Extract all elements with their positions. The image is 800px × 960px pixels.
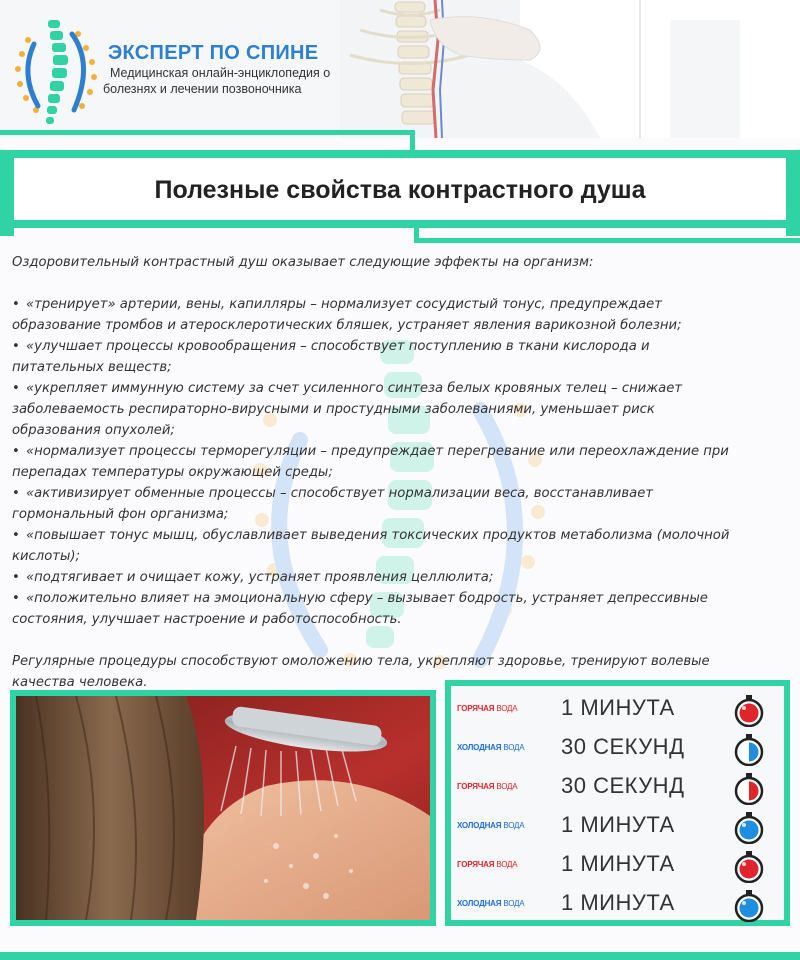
outro-line: качества человека. [12, 675, 148, 690]
frame-right-horizontal [414, 238, 800, 243]
benefit-text-line: «повышает тонус мышц, обуславливает выведения токсических продуктов метаболизма (молочной [26, 528, 730, 543]
frame-top-line [0, 130, 414, 135]
water-type-label [457, 860, 545, 869]
water-type-word: ГОРЯЧАЯ [457, 860, 495, 869]
shower-timer-panel [445, 680, 790, 926]
benefit-text-line: образование тромбов и атеросклеротических бляшек, устраняет явления варикозной болезни; [12, 318, 682, 333]
water-type-word: ГОРЯЧАЯ [457, 782, 495, 791]
benefit-text-line: гормональный фон организма; [12, 507, 229, 522]
brand-subtitle-line-2: болезнях и лечении позвоночника [103, 82, 302, 96]
title-banner [0, 150, 800, 228]
shower-photo-frame [10, 690, 436, 926]
doctor-spine-illustration [340, 0, 800, 138]
benefit-text-line: «подтягивает и очищает кожу, устраняет проявления целлюлита; [26, 570, 494, 585]
water-type-word: ХОЛОДНАЯ [457, 743, 502, 752]
timer-row-cold [451, 885, 784, 923]
duration-value: 30 СЕКУНД [561, 773, 685, 798]
benefit-text-line: перепадах температуры окружающей среды; [12, 465, 333, 480]
water-type-word: ХОЛОДНАЯ [457, 899, 502, 908]
duration-value: 30 СЕКУНД [561, 734, 685, 759]
duration-value: 1 МИНУТА [561, 812, 675, 837]
water-word: ВОДА [503, 821, 525, 830]
benefit-item [12, 294, 782, 336]
bullet-mark: • [12, 297, 20, 312]
benefit-text-line: «укрепляет иммунную систему за счет усиленного синтеза белых кровяных телец – снижает [26, 381, 683, 396]
stopwatch-icon [734, 773, 764, 805]
stopwatch-icon [734, 812, 764, 844]
duration-value: 1 МИНУТА [561, 695, 675, 720]
bullet-mark: • [12, 570, 20, 585]
frame-vertical-line [410, 130, 415, 150]
benefit-text-line: «нормализует процессы терморегуляции – предупреждает перегревание или переохлаждение при [26, 444, 729, 459]
bullet-mark: • [12, 444, 20, 459]
benefit-text-line: питательных веществ; [12, 360, 172, 375]
benefit-item [12, 336, 782, 378]
benefit-text-line: заболеваемость респираторно-вирусными и простудными заболеваниями, уменьшает риск [12, 402, 655, 417]
water-type-label [457, 899, 545, 908]
bullet-mark: • [12, 339, 20, 354]
stopwatch-icon [734, 695, 764, 727]
benefit-item [12, 441, 782, 483]
benefit-text-line: «положительно влияет на эмоциональную сферу – вызывает бодрость, устраняет депрессивные [26, 591, 708, 606]
brand-subtitle-line-1: Медицинская онлайн-энциклопедия о [110, 66, 331, 80]
water-word: ВОДА [503, 743, 525, 752]
article-body [12, 252, 782, 693]
benefit-text-line: кислоты); [12, 549, 80, 564]
timer-row-cold [451, 729, 784, 767]
water-word: ВОДА [503, 899, 525, 908]
timer-list [451, 686, 784, 920]
stopwatch-icon [734, 890, 764, 922]
bullet-mark: • [12, 486, 20, 501]
site-header [0, 0, 800, 138]
water-word: ВОДА [496, 704, 518, 713]
water-word: ВОДА [496, 782, 518, 791]
benefit-text-line: «улучшает процессы кровообращения – способствует поступлению в ткани кислорода и [26, 339, 650, 354]
stopwatch-icon [734, 851, 764, 883]
water-type-label [457, 743, 545, 752]
benefit-item [12, 525, 782, 567]
outro-line: Регулярные процедуры способствуют омоложению тела, укрепляют здоровье, тренируют волевые [12, 654, 710, 669]
water-type-label [457, 704, 545, 713]
bullet-mark: • [12, 591, 20, 606]
shower-photo [16, 696, 430, 920]
brand-title: ЭКСПЕРТ ПО СПИНЕ [108, 42, 319, 64]
bullet-mark: • [12, 381, 20, 396]
timer-row-hot [451, 690, 784, 728]
duration-value: 1 МИНУТА [561, 890, 675, 915]
benefit-text-line: «активизирует обменные процессы – способствует нормализации веса, восстанавливает [26, 486, 654, 501]
benefit-text-line: «тренирует» артерии, вены, капилляры – нормализует сосудистый тонус, предупреждает [26, 297, 662, 312]
water-word: ВОДА [496, 860, 518, 869]
benefits-list [12, 294, 782, 630]
water-type-label [457, 821, 545, 830]
timer-row-hot [451, 846, 784, 884]
benefit-text-line: состояния, улучшает настроение и работоспособность. [12, 612, 402, 627]
page-title: Полезные свойства контрастного душа [154, 176, 646, 204]
benefit-text-line: образования опухолей; [12, 423, 175, 438]
water-type-word: ХОЛОДНАЯ [457, 821, 502, 830]
benefit-item [12, 567, 782, 588]
duration-value: 1 МИНУТА [561, 851, 675, 876]
timer-row-cold [451, 807, 784, 845]
benefit-item [12, 483, 782, 525]
benefit-item [12, 588, 782, 630]
benefit-item [12, 378, 782, 441]
bullet-mark: • [12, 528, 20, 543]
stopwatch-icon [734, 734, 764, 766]
spine-logo-icon [8, 14, 104, 126]
water-type-label [457, 782, 545, 791]
frame-bottom-line [0, 952, 800, 960]
timer-row-hot [451, 768, 784, 806]
intro-paragraph: Оздоровительный контрастный душ оказывает следующие эффекты на организм: [12, 255, 594, 270]
water-type-word: ГОРЯЧАЯ [457, 704, 495, 713]
